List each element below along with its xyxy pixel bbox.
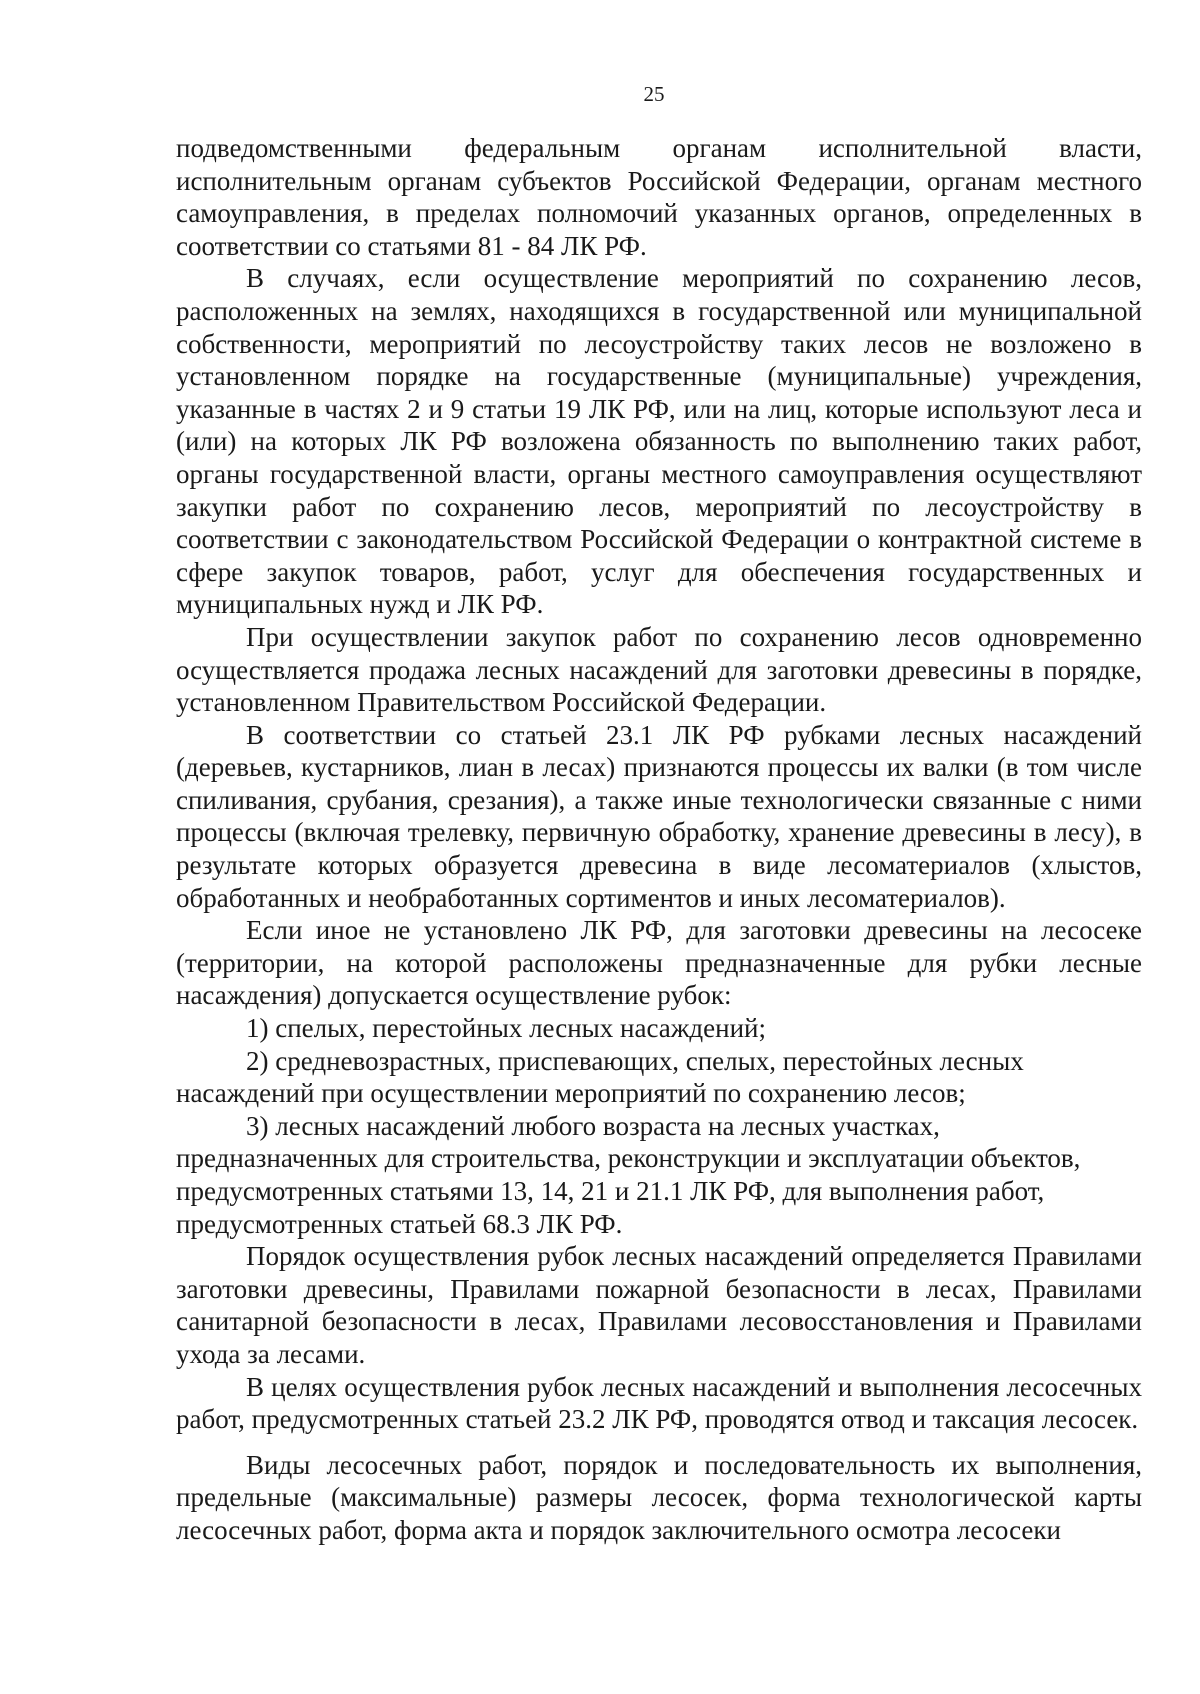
paragraph-simultaneous-sale: При осуществлении закупок работ по сохранению лесов одновременно осуществляется продажа лесных насаждений для заготовки древесины в порядке, установленном Правительством Российской Федерации.: [176, 621, 1142, 718]
paragraph-continuation: подведомственными федеральным органам исполнительной власти, исполнительным органам субъектов Российской Федерации, органам местного самоуправления, в пределах полномочий указанных органов, определенных в соответствии со статьями 81 - 84 ЛК РФ.: [176, 133, 1142, 261]
list-item-2: 2) средневозрастных, приспевающих, спелых, перестойных лесных насаждений при осуществлении мероприятий по сохранению лесов;: [176, 1045, 1024, 1109]
list-item-1: 1) спелых, перестойных лесных насаждений;: [246, 1013, 766, 1044]
paragraph-allowed-fellings: Если иное не установлено ЛК РФ, для заготовки древесины на лесосеке (территории, на которой расположены предназначенные для рубки лесные насаждения) допускается осуществление рубок:: [176, 915, 1142, 1011]
paragraph-felling-rules: Порядок осуществления рубок лесных насаждений определяется Правилами заготовки древесины, Правилами пожарной безопасности в лесах, Правилами санитарной безопасности в лесах, Правилами лесовосстановления и Правилами ухода за лесами.: [176, 1241, 1142, 1369]
page-number: 25: [643, 82, 665, 106]
paragraph-procurement-cases: В случаях, если осуществление мероприятий по сохранению лесов, расположенных на землях, находящихся в государственной или муниципальной собственности, мероприятий по лесоустройству таких лесов не возложено в установленном порядке на государственные (муниципальные) учреждения, указанные в частях 2 и 9 статьи 19 ЛК РФ, или на лиц, которые используют леса и (или) на которых ЛК РФ возложена обязанность по выполнению таких работ, органы государственной власти, органы местного самоуправления осуществляют закупки работ по сохранению лесов, мероприятий по лесоустройству в соответствии с законодательством Российской Федерации о контрактной системе в сфере закупок товаров, работ, услуг для обеспечения государственных и муниципальных нужд и ЛК РФ.: [176, 263, 1142, 620]
paragraph-allotment-taxation: В целях осуществления рубок лесных насаждений и выполнения лесосечных работ, предусмотренных статьей 23.2 ЛК РФ, проводятся отвод и таксация лесосек.: [176, 1371, 1142, 1435]
paragraph-logging-works: Виды лесосечных работ, порядок и последовательность их выполнения, предельные (максимальные) размеры лесосек, форма технологической карты лесосечных работ, форма акта и порядок заключительного осмотра лесосеки: [176, 1449, 1142, 1545]
paragraph-felling-definition: В соответствии со статьей 23.1 ЛК РФ рубками лесных насаждений (деревьев, кустарников, лиан в лесах) признаются процессы их валки (в том числе спиливания, срубания, срезания), а также иные технологически связанные с ними процессы (включая трелевку, первичную обработку, хранение древесины в лесу), в результате которых образуется древесина в виде лесоматериалов (хлыстов, обработанных и необработанных сортиментов и иных лесоматериалов).: [176, 719, 1142, 913]
list-item-3: 3) лесных насаждений любого возраста на лесных участках, предназначенных для строительства, реконструкции и эксплуатации объектов, предусмотренных статьями 13, 14, 21 и 21.1 ЛК РФ, для выполнения работ, предусмотренных статьей 68.3 ЛК РФ.: [176, 1110, 1081, 1239]
document-body: [176, 132, 1142, 1547]
